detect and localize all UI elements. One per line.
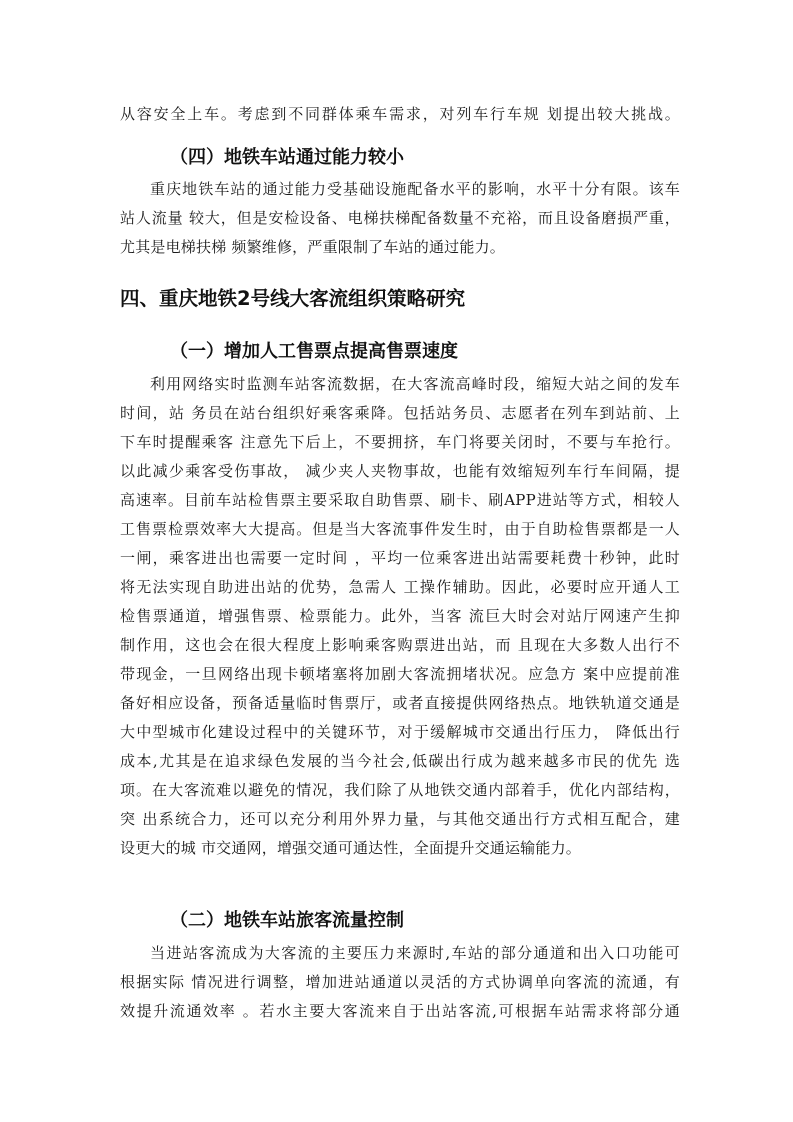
paragraph-line: 重庆地铁车站的通过能力受基础设施配备水平的影响，水平十分有限。该车 <box>150 180 680 198</box>
section-heading-4: （四）地铁车站通过能力较小 <box>170 147 404 168</box>
paragraph-line: 成本,尤其是在追求绿色发展的当今社会,低碳出行成为越来越多市民的优先 选 <box>120 752 680 770</box>
paragraph-line: 工售票检票效率大大提高。但是当大客流事件发生时，由于自助检售票都是一人 <box>120 520 680 538</box>
paragraph-line: 高速率。目前车站检售票主要采取自助售票、刷卡、刷APP进站等方式，相较人 <box>120 491 680 509</box>
paragraph-line: 带现金，一旦网络出现卡顿堵塞将加剧大客流拥堵状况。应急方 案中应提前准 <box>120 665 680 683</box>
paragraph-line: 项。在大客流难以避免的情况，我们除了从地铁交通内部着手，优化内部结构， <box>120 781 680 799</box>
paragraph-line: 时间，站 务员在站台组织好乘客乘降。包括站务员、志愿者在列车到站前、上 <box>120 404 680 422</box>
paragraph-line: 以此减少乘客受伤事故， 减少夹人夹物事故，也能有效缩短列车行车间隔，提 <box>120 462 680 480</box>
paragraph-line: 当进站客流成为大客流的主要压力来源时,车站的部分通道和出入口功能可 <box>150 944 680 962</box>
paragraph-line: 一闸，乘客进出也需要一定时间 ，平均一位乘客进出站需要耗费十秒钟，此时 <box>120 549 680 567</box>
chapter-heading: 四、重庆地铁2号线大客流组织策略研究 <box>120 287 466 310</box>
paragraph-line: 下车时提醒乘客 注意先下后上，不要拥挤，车门将要关闭时，不要与车抢行。 <box>120 433 680 451</box>
paragraph-line: 检售票通道，增强售票、检票能力。此外，当客 流巨大时会对站厅网速产生抑 <box>120 607 680 625</box>
section-heading-1: （一）增加人工售票点提高售票速度 <box>170 341 458 362</box>
section-heading-2: （二）地铁车站旅客流量控制 <box>170 910 404 931</box>
paragraph-line: 利用网络实时监测车站客流数据，在大客流高峰时段，缩短大站之间的发车 <box>150 375 680 393</box>
paragraph-line: 突 出系统合力，还可以充分利用外界力量，与其他交通出行方式相互配合，建 <box>120 810 680 828</box>
paragraph-line: 效提升流通效率 。若水主要大客流来自于出站客流,可根据车站需求将部分通 <box>120 1002 680 1020</box>
paragraph-line: 备好相应设备，预备适量临时售票厅，或者直接提供网络热点。地铁轨道交通是 <box>120 694 680 712</box>
paragraph-line: 制作用，这也会在很大程度上影响乘客购票进出站，而 且现在大多数人出行不 <box>120 636 680 654</box>
paragraph-line: 站人流量 较大，但是安检设备、电梯扶梯配备数量不充裕，而且设备磨损严重， <box>120 209 680 227</box>
paragraph-line: 设更大的城 市交通网，增强交通可通达性，全面提升交通运输能力。 <box>120 839 581 857</box>
paragraph-line: 根据实际 情况进行调整，增加进站通道以灵活的方式协调单向客流的流通，有 <box>120 973 680 991</box>
paragraph-line: 尤其是电梯扶梯 频繁维修，严重限制了车站的通过能力。 <box>120 238 505 256</box>
paragraph-line: 将无法实现自助进出站的优势，急需人 工操作辅助。因此，必要时应开通人工 <box>120 578 680 596</box>
paragraph-line: 从容安全上车。考虑到不同群体乘车需求，对列车行车规 划提出较大挑战。 <box>120 105 680 123</box>
paragraph-line: 大中型城市化建设过程中的关键环节，对于缓解城市交通出行压力， 降低出行 <box>120 723 680 741</box>
